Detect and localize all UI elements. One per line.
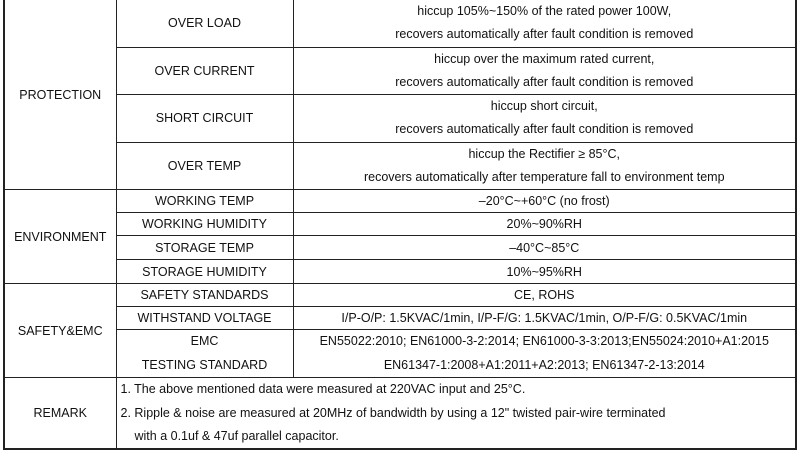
spec-table: [3, 0, 797, 450]
section-label-protection: PROTECTION: [4, 0, 116, 190]
value-over-current: [293, 47, 796, 95]
table-row: [4, 142, 796, 190]
table-row: [4, 377, 796, 449]
section-label-safety: SAFETY&EMC: [4, 284, 116, 378]
item-safety-standards: SAFETY STANDARDS: [116, 284, 293, 307]
table-row: [4, 330, 796, 378]
value-line: recovers automatically after temperature fall to environment temp: [363, 170, 725, 185]
value-over-load: [293, 0, 796, 47]
item-over-temp: OVER TEMP: [116, 142, 293, 190]
value-short-circuit: [293, 95, 796, 143]
item-over-load: OVER LOAD: [116, 0, 293, 47]
value-line: EN55022:2010; EN61000-3-2:2014; EN61000-3-3:2013;EN55024:2010+A1:2015: [319, 334, 769, 349]
table-row: [4, 260, 796, 284]
table-row: [4, 284, 796, 307]
item-line: TESTING STANDARD: [141, 357, 268, 372]
item-working-temp: WORKING TEMP: [116, 190, 293, 213]
value-safety-standards: CE, ROHS: [293, 284, 796, 307]
table-row: [4, 95, 796, 143]
remark-line: with a 0.1uf & 47uf parallel capacitor.: [134, 428, 339, 443]
section-label-remark: REMARK: [4, 377, 116, 449]
item-storage-temp: STORAGE TEMP: [116, 236, 293, 260]
value-working-humidity: 20%~90%RH: [293, 213, 796, 236]
item-storage-humidity: STORAGE HUMIDITY: [116, 260, 293, 284]
value-storage-humidity: 10%~95%RH: [293, 260, 796, 284]
value-working-temp: –20°C~+60°C (no frost): [293, 190, 796, 213]
value-withstand-voltage: I/P-O/P: 1.5KVAC/1min, I/P-F/G: 1.5KVAC/1min, O/P-F/G: 0.5KVAC/1min: [293, 307, 796, 330]
value-line: recovers automatically after fault condition is removed: [395, 122, 694, 137]
item-emc: [116, 330, 293, 378]
item-short-circuit: SHORT CIRCUIT: [116, 95, 293, 143]
remark-text: [116, 377, 796, 449]
value-line: hiccup over the maximum rated current,: [434, 51, 655, 66]
item-line: EMC: [190, 334, 219, 349]
item-over-current: OVER CURRENT: [116, 47, 293, 95]
table-row: [4, 47, 796, 95]
item-withstand-voltage: WITHSTAND VOLTAGE: [116, 307, 293, 330]
value-line: hiccup 105%~150% of the rated power 100W,: [417, 4, 672, 18]
value-line: hiccup the Rectifier ≥ 85°C,: [468, 146, 620, 161]
value-line: EN61347-1:2008+A1:2011+A2:2013; EN61347-2-13:2014: [383, 357, 705, 372]
table-row: [4, 307, 796, 330]
remark-line: 1. The above mentioned data were measured at 220VAC input and 25°C.: [120, 382, 526, 397]
value-line: recovers automatically after fault condition is removed: [395, 74, 694, 89]
table-row: [4, 213, 796, 236]
item-working-humidity: WORKING HUMIDITY: [116, 213, 293, 236]
table-row: [4, 236, 796, 260]
value-over-temp: [293, 142, 796, 190]
value-storage-temp: –40°C~85°C: [293, 236, 796, 260]
remark-line: 2. Ripple & noise are measured at 20MHz of bandwidth by using a 12" twisted pair-wire terminated: [120, 405, 666, 420]
value-line: hiccup short circuit,: [490, 99, 598, 114]
table-row: [4, 190, 796, 213]
table-row: [4, 0, 796, 47]
section-label-environment: ENVIRONMENT: [4, 190, 116, 284]
value-line: recovers automatically after fault condition is removed: [395, 27, 694, 42]
value-emc: [293, 330, 796, 378]
